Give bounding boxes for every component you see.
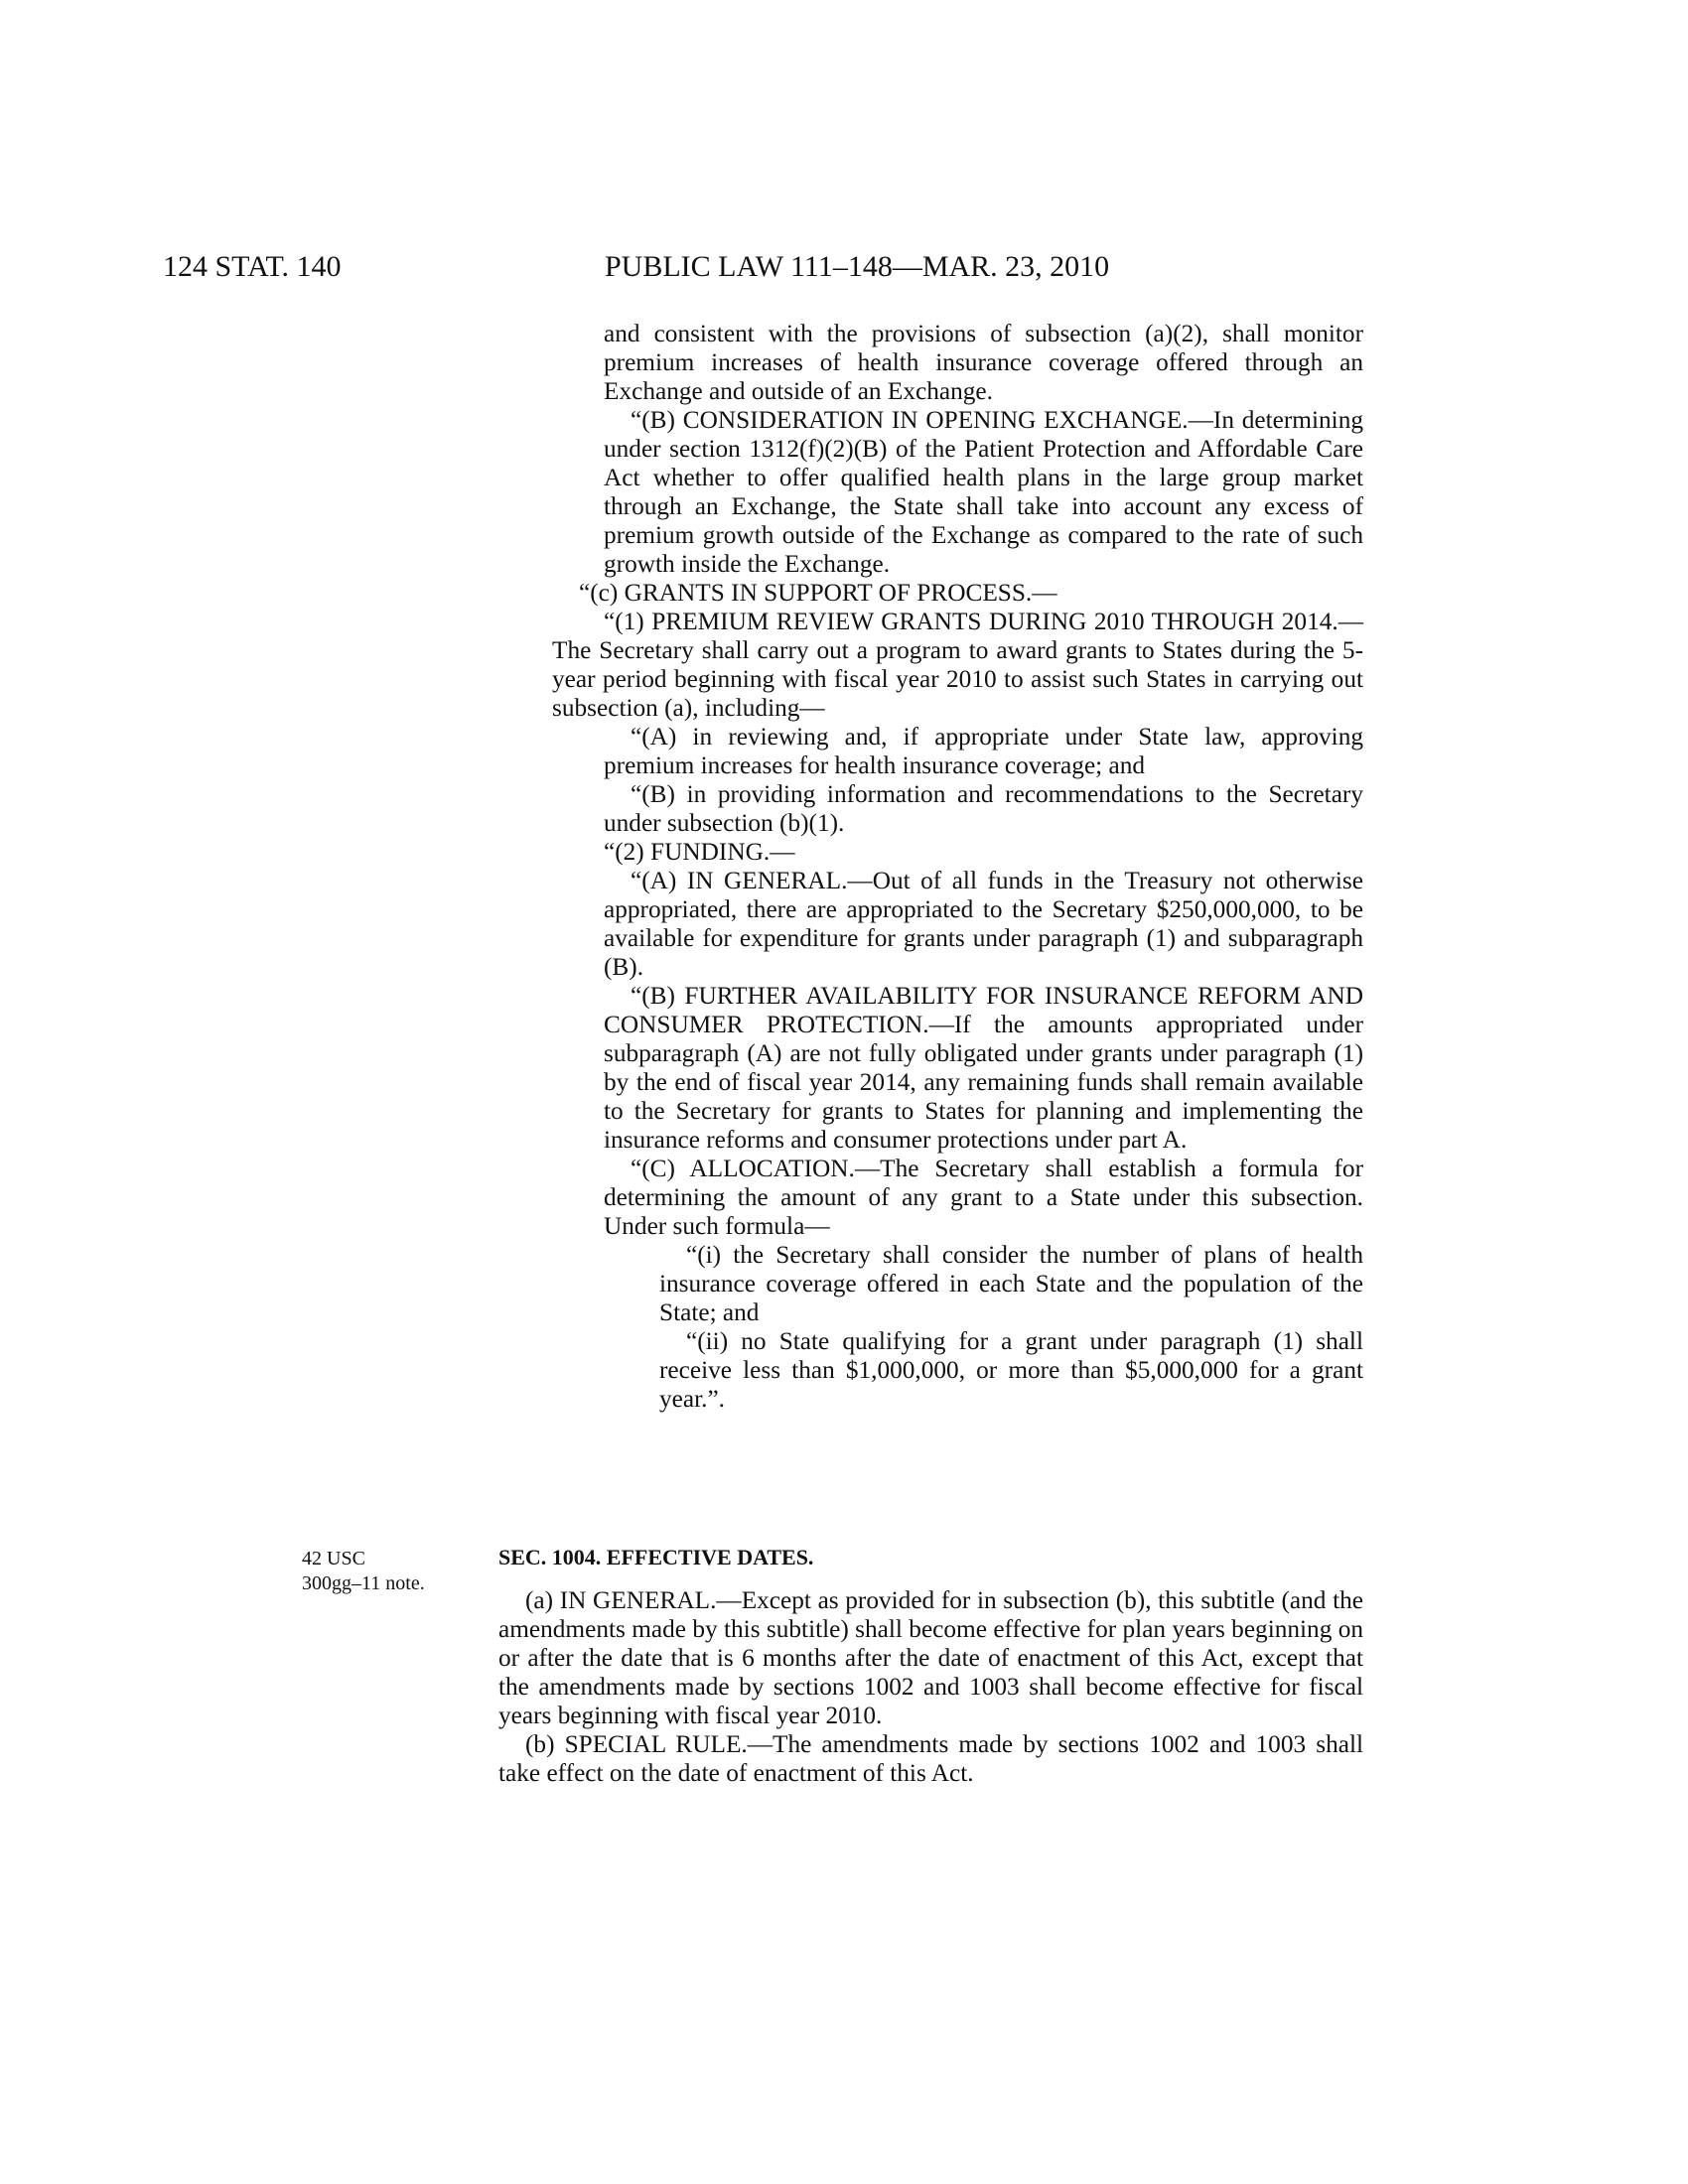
paragraph-a-in-general: “(A) IN GENERAL.—Out of all funds in the Treasury not otherwise appropriated, there are appropriated to the Secretary $250,000,000, to be available for expenditure for grants under paragraph (1) and subparagraph (B). xyxy=(604,867,1363,981)
paragraph-b-further-availability: “(B) FURTHER AVAILABILITY FOR INSURANCE REFORM AND CONSUMER PROTECTION.—If the amounts appropriated under subparagraph (A) are not fully obligated under grants under paragraph (1) by the end of fiscal year 2014, any remaining funds shall remain available to the Secretary for grants to States for planning and implementing the insurance reforms and consumer protections under part A. xyxy=(604,982,1363,1154)
section-1004-subsection-b: (b) SPECIAL RULE.—The amendments made by sections 1002 and 1003 shall take effect on the date of enactment of this Act. xyxy=(498,1730,1363,1787)
paragraph-c-allocation: “(C) ALLOCATION.—The Secretary shall establish a formula for determining the amount of any grant to a State under this subsection. Under such formula— xyxy=(604,1155,1363,1240)
page-header xyxy=(0,250,1688,290)
paragraph-b-providing-information: “(B) in providing information and recommendations to the Secretary under subsection (b)(1). xyxy=(604,780,1363,837)
paragraph-b-consideration: “(B) CONSIDERATION IN OPENING EXCHANGE.—In determining under section 1312(f)(2)(B) of the Patient Protection and Affordable Care Act whether to offer qualified health plans in the large group market through an Exchange, the State shall take into account any excess of premium growth outside of the Exchange as compared to the rate of such growth inside the Exchange. xyxy=(604,406,1363,578)
margin-note-line-2: 300gg–11 note. xyxy=(302,1572,425,1594)
stat-page-number: 124 STAT. 140 xyxy=(163,250,342,283)
paragraph-1-premium-review-grants: “(1) PREMIUM REVIEW GRANTS DURING 2010 THROUGH 2014.— The Secretary shall carry out a program to award grants to States during the 5-year period beginning with fiscal year 2010 to assist such States in carrying out subsection (a), including— xyxy=(552,608,1363,722)
clause-i-secretary-consider: “(i) the Secretary shall consider the number of plans of health insurance coverage offered in each State and the population of the State; and xyxy=(659,1241,1363,1326)
clause-ii-no-state: “(ii) no State qualifying for a grant under paragraph (1) shall receive less than $1,000,000, or more than $5,000,000 for a grant year.”. xyxy=(659,1327,1363,1413)
paragraph-a-reviewing: “(A) in reviewing and, if appropriate under State law, approving premium increases for health insurance coverage; and xyxy=(604,723,1363,779)
statute-body xyxy=(552,320,1363,1414)
section-heading: SEC. 1004. EFFECTIVE DATES. xyxy=(498,1545,814,1570)
section-1004-subsection-a: (a) IN GENERAL.—Except as provided for in subsection (b), this subtitle (and the amendments made by this subtitle) shall become effective for plan years beginning on or after the date that is 6 months after the date of enactment of this Act, except that the amendments made by sections 1002 and 1003 shall become effective for fiscal years beginning with fiscal year 2010. xyxy=(498,1586,1363,1729)
paragraph-2-funding-heading: “(2) FUNDING.— xyxy=(604,838,795,866)
paragraph-c-grants-heading: “(c) GRANTS IN SUPPORT OF PROCESS.— xyxy=(579,579,1057,607)
section-1004-body xyxy=(498,1586,1363,1788)
margin-note-line-1: 42 USC xyxy=(302,1548,365,1570)
margin-note xyxy=(302,1547,425,1596)
public-law-heading: PUBLIC LAW 111–148—MAR. 23, 2010 xyxy=(605,250,1110,283)
paragraph-monitor-continuation: and consistent with the provisions of subsection (a)(2), shall monitor premium increases of health insurance coverage offered through an Exchange and outside of an Exchange. xyxy=(604,320,1363,405)
